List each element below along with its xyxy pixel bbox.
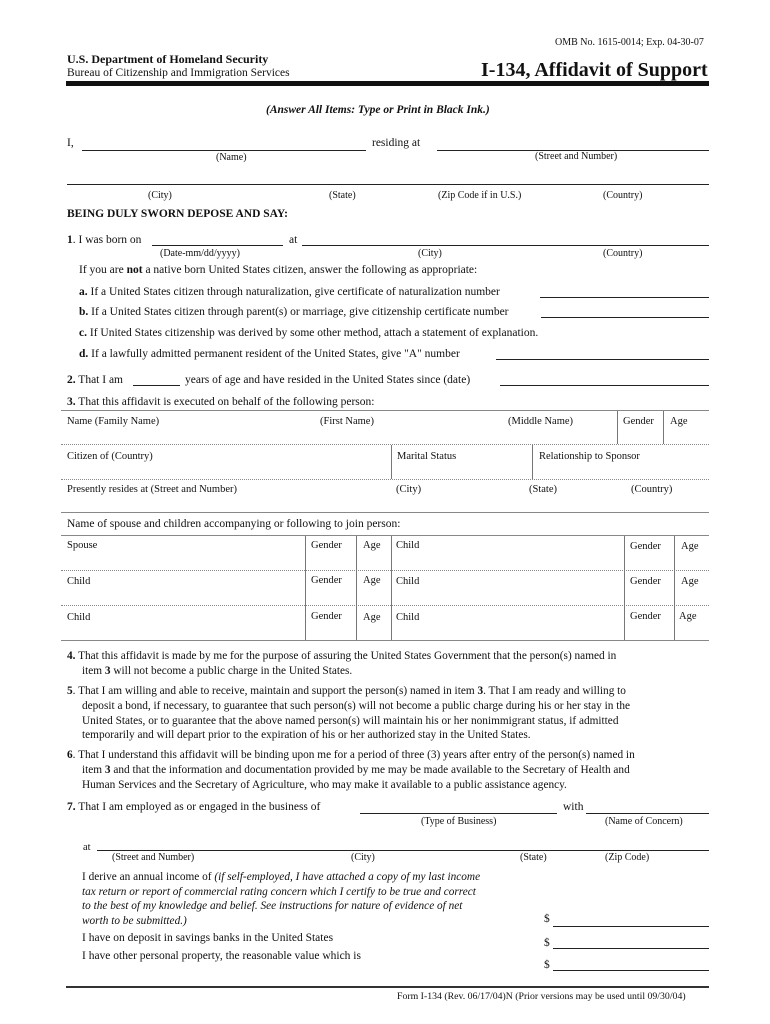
city-caption: (City) — [148, 190, 172, 201]
spouse-heading: Name of spouse and children accompanying or following to join person: — [67, 518, 401, 530]
dependent-label: Child — [67, 612, 91, 623]
item7-label: 7. That I am employed as or engaged in the business of — [67, 801, 321, 813]
form-footer: Form I-134 (Rev. 06/17/04)N (Prior versions may be used until 09/30/04) — [397, 991, 686, 1002]
marital-caption: Marital Status — [397, 451, 457, 462]
child-label: Child — [396, 540, 420, 551]
annual-income-field[interactable] — [553, 926, 709, 927]
divider — [624, 536, 625, 640]
gender-caption: Gender — [630, 576, 661, 587]
city-state-zip-field[interactable] — [67, 184, 709, 185]
birth-place-field[interactable] — [302, 245, 709, 246]
property-label: I have other personal property, the reasonable value which is — [82, 950, 361, 962]
resides-caption: Presently resides at (Street and Number) — [67, 484, 237, 495]
a-number-field[interactable] — [496, 359, 709, 360]
business-type-caption: (Type of Business) — [421, 816, 497, 827]
employer-zip-caption: (Zip Code) — [605, 852, 650, 863]
row-rule — [61, 444, 709, 445]
child-label: Child — [396, 612, 420, 623]
gender-caption: Gender — [630, 611, 661, 622]
employer-city-caption: (City) — [351, 852, 375, 863]
relationship-caption: Relationship to Sponsor — [539, 451, 640, 462]
age-caption: Age — [679, 611, 697, 622]
item2-text: years of age and have resided in the United States since (date) — [185, 374, 471, 386]
first-name-caption: (First Name) — [320, 416, 374, 427]
form-title: I-134, Affidavit of Support — [481, 59, 708, 81]
table-top-rule — [61, 410, 709, 411]
dollar-sign: $ — [544, 937, 550, 949]
header-rule — [66, 81, 709, 86]
zip-caption: (Zip Code if in U.S.) — [438, 190, 522, 201]
item2-label: 2. That I am — [67, 374, 123, 386]
state-caption: (State) — [329, 190, 356, 201]
age-caption: Age — [681, 541, 699, 552]
divider — [356, 536, 357, 640]
birth-city-caption: (City) — [418, 248, 442, 259]
row-rule — [61, 605, 709, 606]
i-label: I, — [67, 137, 74, 149]
item1-text: . I was born on — [72, 234, 142, 246]
row-rule — [61, 535, 709, 536]
dollar-sign: $ — [544, 913, 550, 925]
concern-name-caption: (Name of Concern) — [605, 816, 683, 827]
bureau-name: Bureau of Citizenship and Immigration Services — [67, 67, 290, 79]
country-caption: (Country) — [603, 190, 643, 201]
name-field[interactable] — [82, 150, 366, 151]
row-rule — [61, 640, 709, 641]
dollar-sign: $ — [544, 959, 550, 971]
savings-deposit-field[interactable] — [553, 948, 709, 949]
item1-label — [67, 234, 141, 246]
employer-at-label: at — [83, 842, 91, 853]
item1c-text: c. If United States citizenship was derived by some other method, attach a statement of explanation. — [79, 327, 539, 339]
concern-name-field[interactable] — [586, 813, 709, 814]
residing-label: residing at — [372, 137, 421, 149]
divider — [391, 536, 392, 640]
divider — [305, 536, 306, 640]
resides-country-caption: (Country) — [631, 484, 673, 495]
resides-city-caption: (City) — [396, 484, 422, 495]
item3-label: 3. That this affidavit is executed on behalf of the following person: — [67, 396, 375, 408]
citizenship-certificate-field[interactable] — [541, 317, 709, 318]
item6-paragraph: 6. That I understand this affidavit will be binding upon me for a period of three (3) years after entry of the person(s) named in item 3 and that the information and documentation provided by me may be made available to the Secretary of Health and Human Services and the Secretary of Agriculture, who may make it available to a public assistance agency. — [67, 749, 635, 791]
naturalization-number-field[interactable] — [540, 297, 709, 298]
divider — [391, 445, 392, 479]
dependent-label: Spouse — [67, 540, 98, 551]
child-label: Child — [396, 576, 420, 587]
family-name-caption: Name (Family Name) — [67, 416, 160, 427]
gender-caption: Gender — [630, 541, 661, 552]
divider — [674, 536, 675, 640]
with-label: with — [563, 801, 584, 813]
middle-name-caption: (Middle Name) — [508, 416, 574, 427]
gender-caption: Gender — [623, 416, 654, 427]
instructions: (Answer All Items: Type or Print in Black Ink.) — [266, 104, 490, 116]
deposit-label: I have on deposit in savings banks in the United States — [82, 932, 334, 944]
citizen-caption: Citizen of (Country) — [67, 451, 153, 462]
birth-at-label: at — [289, 234, 298, 246]
employer-street-caption: (Street and Number) — [112, 852, 195, 863]
gender-caption: Gender — [311, 575, 342, 586]
footer-rule — [66, 986, 709, 988]
business-type-field[interactable] — [360, 813, 557, 814]
gender-caption: Gender — [311, 540, 342, 551]
age-field[interactable] — [133, 385, 180, 386]
dependent-label: Child — [67, 576, 91, 587]
resided-since-field[interactable] — [500, 385, 709, 386]
income-paragraph: I derive an annual income of (if self-employed, I have attached a copy of my last income tax return or report of commercial rating concern which I certify to be true and correct to the best of my knowledge and belief. See instructions for nature of evidence of net worth to be submitted.) — [82, 871, 481, 927]
street-caption: (Street and Number) — [535, 151, 618, 162]
item1d-text: d. If a lawfully admitted permanent resident of the United States, give "A" number — [79, 348, 460, 360]
item1-number: 1 — [67, 234, 73, 246]
employer-address-field[interactable] — [97, 850, 709, 851]
resides-state-caption: (State) — [529, 484, 557, 495]
row-rule — [61, 512, 709, 513]
divider — [532, 445, 533, 479]
item5-paragraph: 5. That I am willing and able to receive, maintain and support the person(s) named in item 3. That I am ready and willing to deposit a bond, if necessary, to guarantee that such person(s) will not become a public charge during his or her stay in the United States, or to guarantee that the above named person(s) will maintain his or her nonimmigrant status, if admitted temporarily and will depart prior to the expiration of his or her authorized stay in the United States. — [67, 685, 631, 742]
omb-number: OMB No. 1615-0014; Exp. 04-30-07 — [555, 37, 704, 48]
agency-name: U.S. Department of Homeland Security — [67, 52, 269, 66]
birth-country-caption: (Country) — [603, 248, 643, 259]
age-caption: Age — [363, 575, 381, 586]
sworn-heading: BEING DULY SWORN DEPOSE AND SAY: — [67, 208, 289, 220]
age-caption: Age — [363, 612, 381, 623]
divider — [617, 411, 618, 444]
row-rule — [61, 570, 709, 571]
employer-state-caption: (State) — [520, 852, 547, 863]
age-caption: Age — [670, 416, 688, 427]
item1a-text: a. If a United States citizen through naturalization, give certificate of naturalization number — [79, 286, 500, 298]
birth-date-field[interactable] — [152, 245, 283, 246]
personal-property-field[interactable] — [553, 970, 709, 971]
not-native-instruction: If you are not a native born United States citizen, answer the following as appropriate: — [79, 264, 478, 276]
age-caption: Age — [363, 540, 381, 551]
item4-paragraph: 4. That this affidavit is made by me for the purpose of assuring the United States Government that the person(s) named in item 3 will not become a public charge in the United States. — [67, 650, 617, 677]
birth-date-caption: (Date-mm/dd/yyyy) — [160, 248, 240, 259]
name-caption: (Name) — [216, 152, 247, 163]
divider — [663, 411, 664, 444]
gender-caption: Gender — [311, 611, 342, 622]
item1b-text: b. If a United States citizen through parent(s) or marriage, give citizenship certificate number — [79, 306, 509, 318]
age-caption: Age — [681, 576, 699, 587]
row-rule — [61, 479, 709, 480]
